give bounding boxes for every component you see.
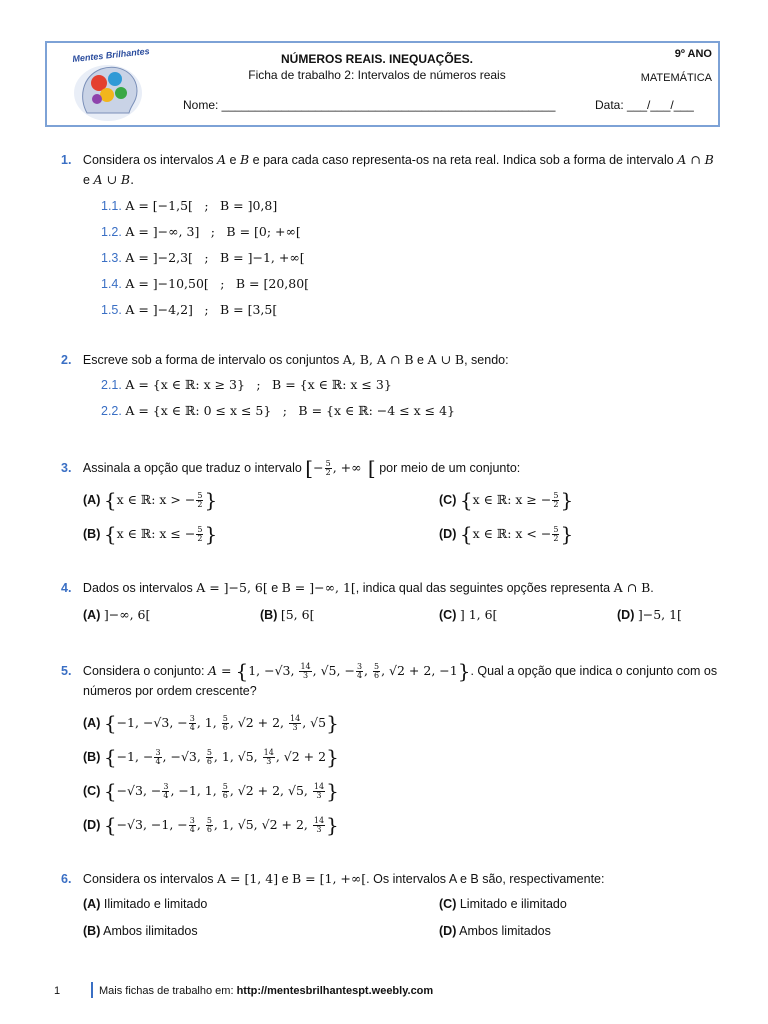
math: A, B, A ∩ B xyxy=(342,352,414,367)
math: A ∪ B xyxy=(427,352,465,367)
item-1-2: 1.2. A = ]−∞, 3] ; B = [0; +∞[ xyxy=(101,224,301,239)
option-value: [5, 6[ xyxy=(280,607,315,622)
question-text: e para cada caso representa-os na reta real. Indica sob a forma de intervalo xyxy=(252,153,674,167)
option-label: (A) xyxy=(83,897,101,911)
item-2-1: 2.1. A = {x ∈ ℝ: x ≥ 3} ; B = {x ∈ ℝ: x ≤ 3} xyxy=(101,377,392,392)
question-6 xyxy=(61,871,604,886)
footer-text xyxy=(99,985,433,997)
option-value: ]−5, 1[ xyxy=(637,607,682,622)
option-label: (D) xyxy=(617,608,635,622)
interval-a: A = [−1,5[ xyxy=(125,198,193,213)
question-1 xyxy=(61,152,714,167)
interval-b: B = [3,5[ xyxy=(219,302,278,317)
question-2 xyxy=(61,352,509,367)
item-number: 1.3. xyxy=(101,251,122,265)
question-text: Considera o conjunto: xyxy=(82,664,205,678)
question-text: números por ordem crescente? xyxy=(83,684,257,698)
item-number: 1.2. xyxy=(101,225,122,239)
set-b: B = {x ∈ ℝ: −4 ≤ x ≤ 4} xyxy=(298,403,456,418)
logo xyxy=(57,45,159,123)
set-b: B = {x ∈ ℝ: x ≤ 3} xyxy=(272,377,392,392)
set-a: A = {x ∈ ℝ: x ≥ 3} xyxy=(125,377,245,392)
option-expr: x ∈ ℝ: x ≥ − xyxy=(472,492,552,507)
grade-label: 9º ANO xyxy=(674,48,712,60)
option-4a xyxy=(83,607,150,622)
math: A xyxy=(217,152,227,167)
question-text: Dados os intervalos xyxy=(82,581,193,595)
question-number: 6. xyxy=(61,872,72,886)
option-6b xyxy=(83,924,198,938)
option-label: (A) xyxy=(83,493,101,507)
interval-a: A = ]−2,3[ xyxy=(125,250,193,265)
question-text: , indica qual das seguintes opções representa xyxy=(355,581,611,595)
question-text: . Qual a opção que indica o conjunto com os xyxy=(470,664,718,678)
option-5a: (A) {−1, −√3, − $\frac{3}{4}$ , 1, $\frac{5}{6}$ , √2 + 2, $\frac{14}{3}$ , √5} xyxy=(83,711,339,735)
question-text: e xyxy=(229,153,237,167)
interval-b: B = [0; +∞[ xyxy=(226,224,301,239)
item-number: 1.1. xyxy=(101,199,122,213)
question-5 xyxy=(61,659,717,683)
option-label: (B) xyxy=(83,750,101,764)
question-text: e xyxy=(271,581,279,595)
item-2-2: 2.2. A = {x ∈ ℝ: 0 ≤ x ≤ 5} ; B = {x ∈ ℝ: −4 ≤ x ≤ 4} xyxy=(101,403,456,418)
option-expr: x ∈ ℝ: x > − xyxy=(116,492,196,507)
question-text: Considera os intervalos xyxy=(82,153,214,167)
option-label: (A) xyxy=(83,608,101,622)
question-text: , sendo: xyxy=(464,353,509,367)
option-label: (B) xyxy=(260,608,278,622)
option-5b: (B) {−1, − $\frac{3}{4}$ , −√3, $\frac{5}{6}$ , 1, √5, $\frac{14}{3}$ , √2 + 2} xyxy=(83,745,339,769)
math: B xyxy=(239,152,250,167)
question-text: e xyxy=(281,872,289,886)
question-5-cont xyxy=(83,684,257,698)
question-number: 2. xyxy=(61,353,72,367)
worksheet-header xyxy=(45,41,720,127)
question-text: e xyxy=(417,353,424,367)
footer-label: Mais fichas de trabalho em: xyxy=(99,985,234,997)
option-4b xyxy=(260,607,314,622)
option-value: Limitado e ilimitado xyxy=(459,897,567,911)
option-4c xyxy=(439,607,497,622)
option-5d: (D) {−√3, −1, − $\frac{3}{4}$ , $\frac{5}{6}$ , 1, √5, √2 + 2, $\frac{14}{3}$ } xyxy=(83,813,339,837)
option-value: Ilimitado e limitado xyxy=(103,897,208,911)
question-4: 4. Dados os intervalos A = ]−5, 6[ e B = ]−∞, 1[, indica qual das seguintes opções representa A ∩ B. xyxy=(61,580,654,595)
question-3 xyxy=(61,456,520,480)
math: A ∪ B. xyxy=(93,172,135,187)
item-1-3: 1.3. A = ]−2,3[ ; B = ]−1, +∞[ xyxy=(101,250,305,265)
item-number: 2.1. xyxy=(101,378,122,392)
option-label: (C) xyxy=(83,784,101,798)
option-label: (D) xyxy=(439,527,457,541)
option-3b: (B) {x ∈ ℝ: x ≤ − $\frac{5}{2}$ } xyxy=(83,522,218,546)
question-text: e xyxy=(83,173,90,187)
set-a: A = {x ∈ ℝ: 0 ≤ x ≤ 5} xyxy=(125,403,272,418)
interval-a: A = ]−10,50[ xyxy=(125,276,209,291)
interval-a: A = [1, 4] xyxy=(217,871,279,886)
option-label: (C) xyxy=(439,493,457,507)
interval-b: B = ]−1, +∞[ xyxy=(219,250,305,265)
footer-url-link[interactable]: http://mentesbrilhantespt.weebly.com xyxy=(236,985,434,997)
item-number: 2.2. xyxy=(101,404,122,418)
interval-b: B = [1, +∞[ xyxy=(292,871,367,886)
question-number: 1. xyxy=(61,153,72,167)
question-text: por meio de um conjunto: xyxy=(379,461,521,475)
name-field: Nome: __________________________________________________ xyxy=(183,98,556,112)
interval-a: A = ]−5, 6[ xyxy=(196,580,268,595)
question-number: 4. xyxy=(61,581,72,595)
option-label: (D) xyxy=(439,924,457,938)
option-value: Ambos limitados xyxy=(459,924,551,938)
question-1-cont xyxy=(83,172,134,187)
option-expr: x ∈ ℝ: x < − xyxy=(472,526,552,541)
question-text: . Os intervalos A e B são, respectivamente: xyxy=(366,872,605,886)
option-3a: (A) {x ∈ ℝ: x > − $\frac{5}{2}$ } xyxy=(83,488,218,512)
option-expr: x ∈ ℝ: x ≤ − xyxy=(116,526,196,541)
question-text: Assinala a opção que traduz o intervalo xyxy=(82,461,302,475)
option-value: ] 1, 6[ xyxy=(459,607,498,622)
option-value: Ambos ilimitados xyxy=(103,924,198,938)
worksheet-subtitle: Ficha de trabalho 2: Intervalos de números reais xyxy=(248,68,506,82)
question-text: Considera os intervalos xyxy=(82,872,214,886)
item-1-1: 1.1. A = [−1,5[ ; B = ]0,8] xyxy=(101,198,278,213)
option-label: (C) xyxy=(439,897,457,911)
interval-expression: [− $\frac{5}{2}$ , +∞ [ xyxy=(305,456,376,480)
option-label: (B) xyxy=(83,527,101,541)
option-label: (C) xyxy=(439,608,457,622)
interval-b: B = ]−∞, 1[ xyxy=(281,580,356,595)
option-4d xyxy=(617,607,682,622)
option-3c: (C) {x ∈ ℝ: x ≥ − $\frac{5}{2}$ } xyxy=(439,488,574,512)
option-value: ]−∞, 6[ xyxy=(103,607,151,622)
logo-text: Mentes Brilhantes xyxy=(71,45,151,65)
option-3d: (D) {x ∈ ℝ: x < − $\frac{5}{2}$ } xyxy=(439,522,574,546)
interval-b: B = [20,80[ xyxy=(235,276,310,291)
item-number: 1.4. xyxy=(101,277,122,291)
question-text: Escreve sob a forma de intervalo os conjuntos xyxy=(82,353,340,367)
question-number: 5. xyxy=(61,664,72,678)
interval-b: B = ]0,8] xyxy=(219,198,278,213)
page-number: 1 xyxy=(54,985,61,997)
item-number: 1.5. xyxy=(101,303,122,317)
item-1-4: 1.4. A = ]−10,50[ ; B = [20,80[ xyxy=(101,276,310,291)
option-label: (D) xyxy=(83,818,101,832)
option-6d xyxy=(439,924,551,938)
interval-a: A = ]−4,2] xyxy=(125,302,193,317)
option-label: (B) xyxy=(83,924,101,938)
option-5c: (C) {−√3, − $\frac{3}{4}$ , −1, 1, $\frac{5}{6}$ , √2 + 2, √5, $\frac{14}{3}$ } xyxy=(83,779,339,803)
set-expression: A = {1, −√3, $\frac{14}{3}$ , √5, − $\frac{3}{4}$ , $\frac{5}{6}$ , √2 + 2, −1} xyxy=(208,659,471,683)
item-1-5: 1.5. A = ]−4,2] ; B = [3,5[ xyxy=(101,302,278,317)
footer-divider xyxy=(91,982,93,998)
date-field: Data: ___/___/___ xyxy=(595,98,694,112)
math: A ∩ B xyxy=(613,580,651,595)
option-6c xyxy=(439,897,567,911)
option-6a xyxy=(83,897,207,911)
math: A ∩ B xyxy=(677,152,714,167)
option-label: (A) xyxy=(83,716,101,730)
interval-a: A = ]−∞, 3] xyxy=(125,224,200,239)
worksheet-title: NÚMEROS REAIS. INEQUAÇÕES. xyxy=(280,52,474,66)
question-number: 3. xyxy=(61,461,72,475)
subject-label: MATEMÁTICA xyxy=(640,72,712,84)
